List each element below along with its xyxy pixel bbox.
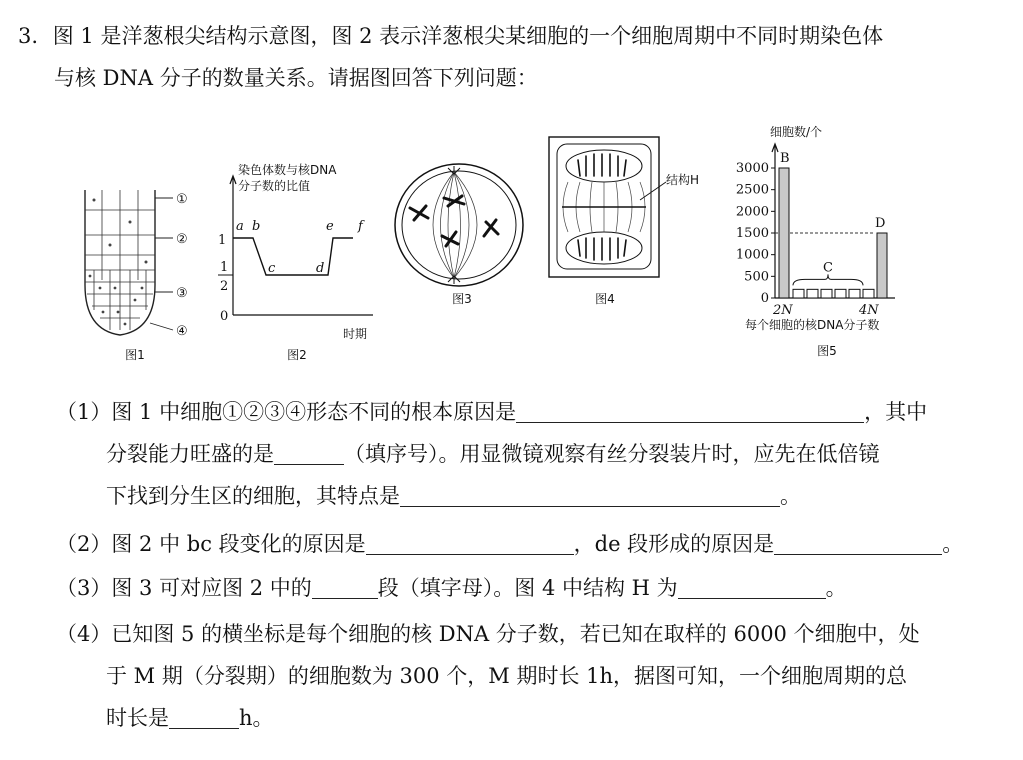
figure5-bar: [807, 289, 818, 298]
answer-blank-3a[interactable]: [312, 576, 378, 599]
figure5-bar-chart: [725, 124, 920, 339]
figure2-point-b: b: [252, 219, 261, 234]
answer-blank-1a[interactable]: [516, 400, 864, 423]
figure5-bar: [779, 168, 789, 298]
figure5-xtick-2n: 2N: [773, 303, 793, 318]
figure2-point-a: a: [236, 219, 244, 234]
figure2-point-e: e: [326, 219, 334, 234]
figure1-label-2: ②: [176, 232, 188, 247]
figure4-caption: 图4: [595, 292, 615, 306]
figure5-bar: [821, 289, 832, 298]
answer-blank-2b[interactable]: [774, 532, 942, 555]
question-stem-line2: 与核 DNA 分子的数量关系。请据图回答下列问题：: [54, 66, 538, 90]
figure4-structure-h-label: 结构H: [666, 173, 700, 187]
figure2-xlabel: 时期: [343, 327, 368, 341]
answer-blank-2a[interactable]: [366, 532, 574, 555]
figure5-bar-label-c: C: [823, 260, 833, 276]
figure5-xtick-4n: 4N: [859, 303, 879, 318]
subquestion-4-line1: （4）已知图 5 的横坐标是每个细胞的核 DNA 分子数，若已知在取样的 6000 个细胞中，处: [56, 622, 920, 646]
figure5-ytick-label: 1000: [735, 247, 769, 263]
figure2-ratio-graph: [208, 160, 383, 345]
subquestion-1-line3: 下找到分生区的细胞，其特点是 。: [106, 484, 801, 508]
figure5-ylabel: 细胞数/个: [770, 125, 823, 139]
question-number: 3.: [18, 24, 39, 48]
figure1-caption: 图1: [125, 348, 145, 362]
figure2-ytick-half-num: 1: [220, 260, 229, 275]
figure5-bar-label-b: B: [780, 151, 790, 166]
figure5-bar-label-d: D: [875, 216, 886, 231]
figure5-ytick-label: 0: [760, 291, 769, 306]
figure5-ytick-label: 3000: [735, 161, 769, 176]
figure1-label-3: ③: [176, 286, 188, 301]
answer-blank-4[interactable]: [169, 706, 239, 729]
figure2-ytick-1: 1: [218, 233, 227, 248]
figure3-caption: 图3: [452, 292, 472, 306]
figure1-root-tip: [70, 180, 200, 345]
subquestion-4-line2: 于 M 期（分裂期）的细胞数为 300 个，M 期时长 1h，据图可知，一个细胞周期的总: [106, 664, 908, 688]
answer-blank-3b[interactable]: [678, 576, 826, 599]
subquestion-2: （2）图 2 中 bc 段变化的原因是 ，de 段形成的原因是 。: [56, 532, 964, 556]
subquestion-1-line1: （1）图 1 中细胞①②③④形态不同的根本原因是 ，其中: [56, 400, 928, 424]
answer-blank-1c[interactable]: [400, 484, 780, 507]
figure2-origin: 0: [220, 309, 229, 324]
subquestion-3: （3）图 3 可对应图 2 中的 段（填字母）。图 4 中结构 H 为 。: [56, 576, 847, 600]
figure1-label-4: ④: [176, 324, 188, 339]
question-stem-text: 图 1 是洋葱根尖结构示意图，图 2 表示洋葱根尖某细胞的一个细胞周期中不同时期染色体: [52, 24, 884, 48]
figure2-ytick-half-den: 2: [220, 279, 229, 294]
figure5-xlabel: 每个细胞的核DNA分子数: [745, 318, 880, 332]
figure2-ylabel-line1: 染色体数与核DNA: [238, 163, 337, 177]
subquestion-4-line3: 时长是 h。: [106, 706, 274, 730]
figure2-point-f: f: [358, 219, 363, 234]
figure3-mitosis-cell: [392, 160, 527, 290]
figure5-caption: 图5: [817, 344, 837, 358]
figure2-point-d: d: [316, 261, 325, 276]
figure5-bar: [849, 289, 860, 298]
subquestion-1-line2: 分裂能力旺盛的是 （填序号）。用显微镜观察有丝分裂装片时，应先在低倍镜: [106, 442, 880, 466]
figure5-bar: [793, 289, 804, 298]
figure5-bar: [863, 289, 874, 298]
figure5-ytick-label: 2500: [735, 182, 769, 198]
figure5-ytick-label: 500: [744, 269, 769, 285]
figure5-bar: [877, 233, 887, 298]
figure2-point-c: c: [268, 261, 276, 276]
figure5-ytick-label: 2000: [735, 204, 769, 220]
figure5-bar: [835, 289, 846, 298]
figure5-brace: [793, 274, 863, 285]
figure1-label-1: ①: [176, 192, 188, 207]
answer-blank-1b[interactable]: [274, 442, 344, 465]
figure2-ylabel-line2: 分子数的比值: [238, 179, 311, 193]
figure5-ytick-label: 1500: [735, 226, 769, 241]
figure4-cell-plate: [548, 136, 718, 286]
figure2-caption: 图2: [287, 348, 307, 362]
question-stem-line1: [18, 22, 883, 50]
